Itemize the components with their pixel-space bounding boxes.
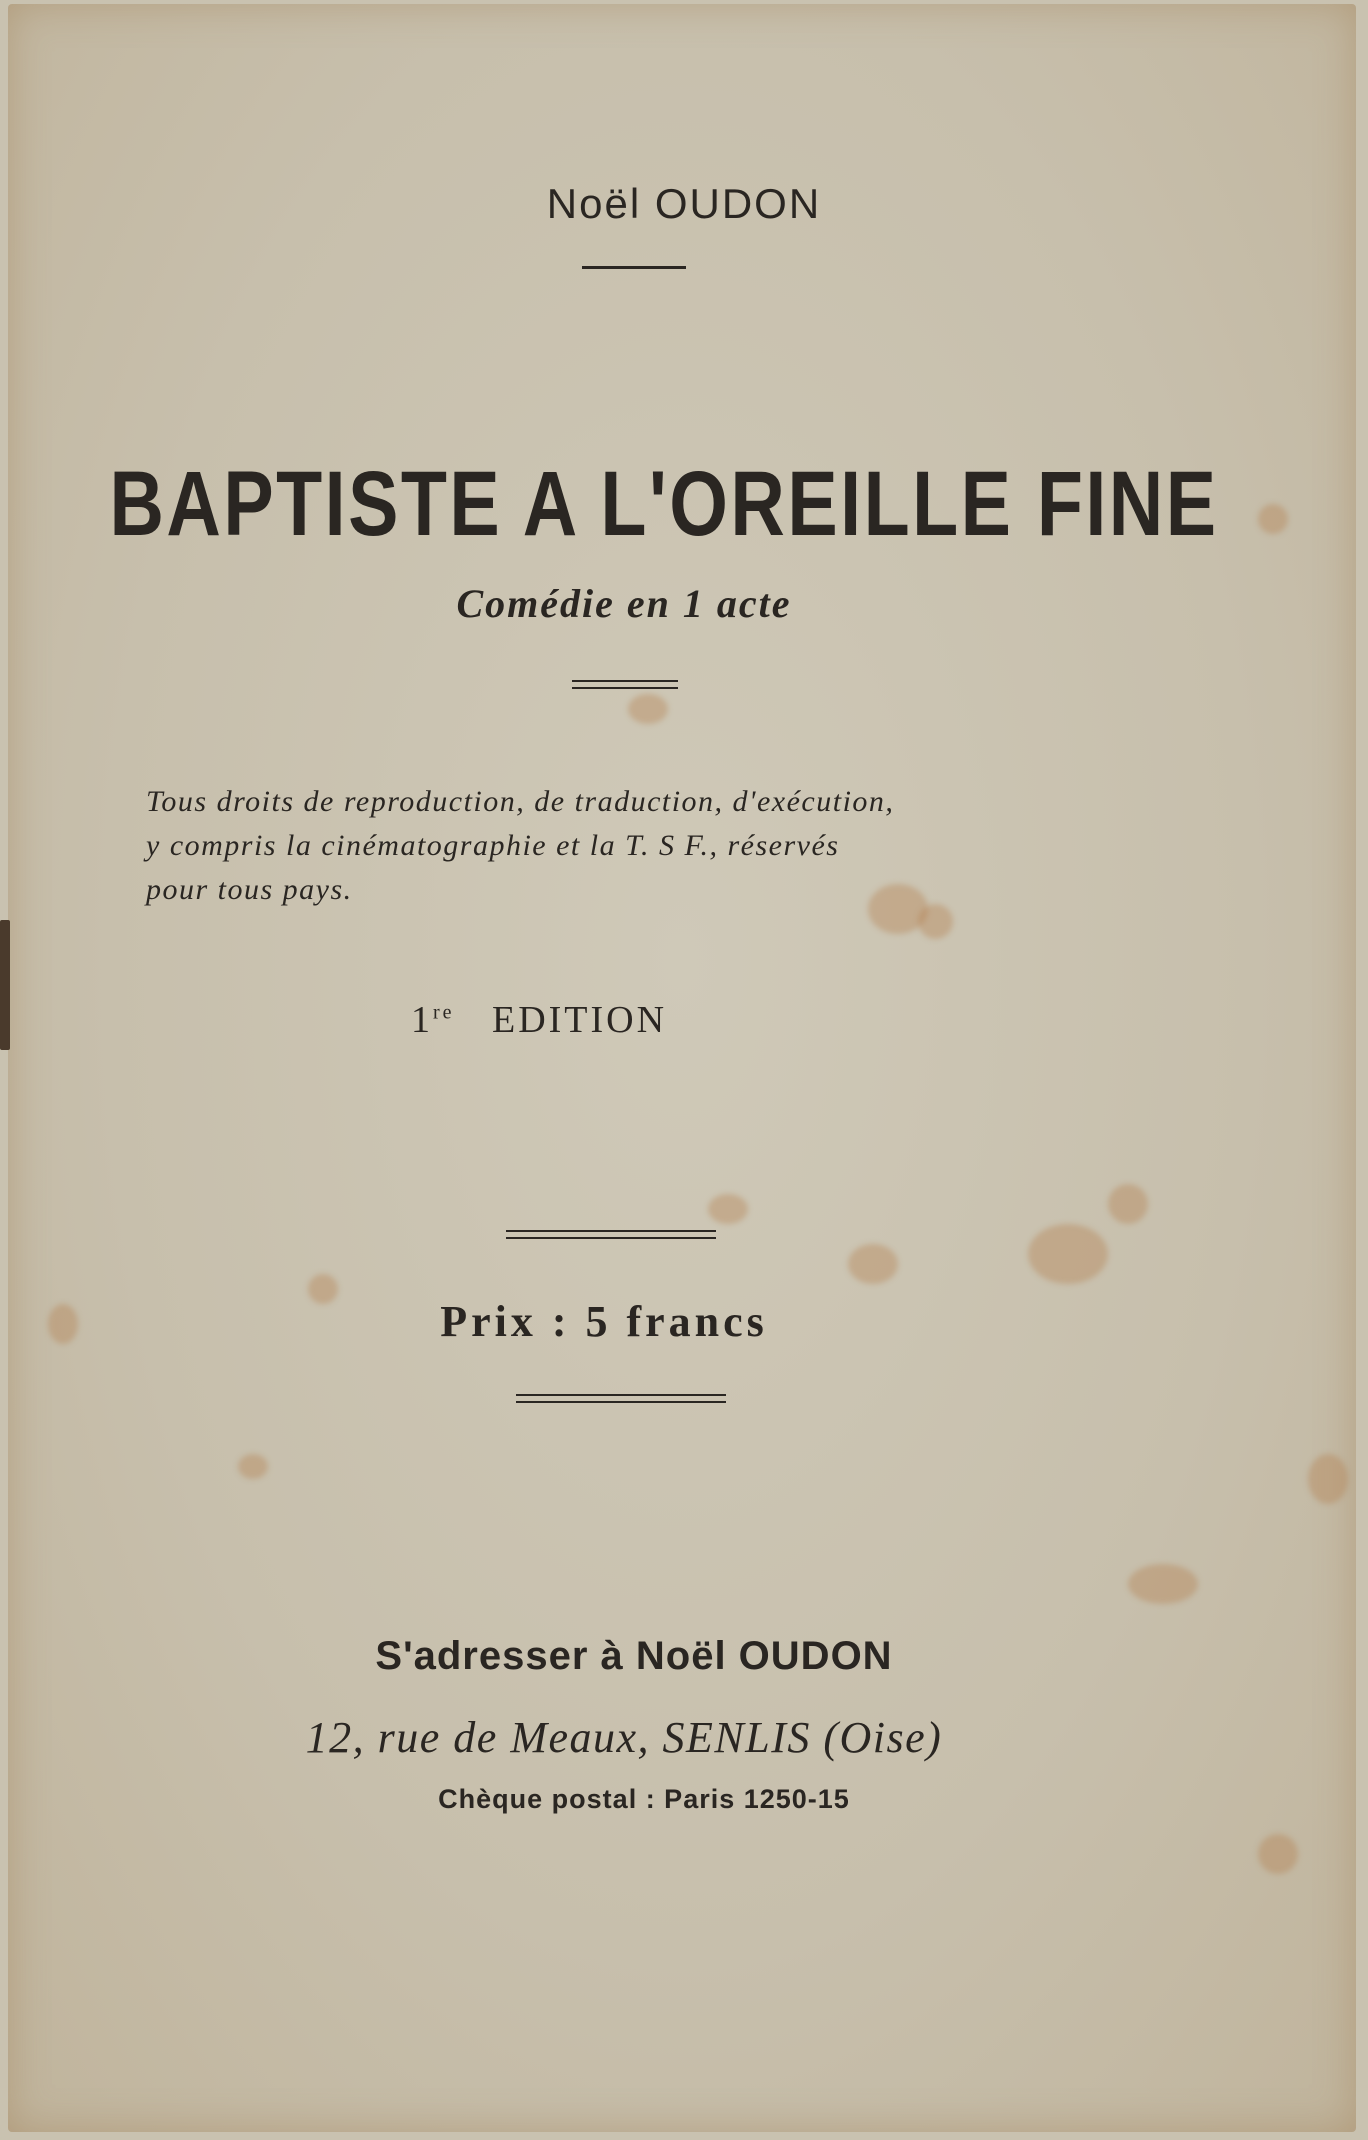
foxing-stain [1258,1834,1298,1874]
rights-notice [146,780,1106,912]
address-line: 12, rue de Meaux, SENLIS (Oise) [305,1713,943,1762]
author-name: Noël OUDON [546,180,822,227]
edition-label [0,998,1223,1042]
rights-line-3: pour tous pays. [146,873,353,906]
foxing-stain [628,694,668,724]
edition-number: 1 [410,999,433,1041]
foxing-stain [1128,1564,1198,1604]
edition-suffix: re [432,1001,455,1024]
foxing-stain [1108,1184,1148,1224]
rights-line-1: Tous droits de reproduction, de traduction, d'exécution, [146,785,895,818]
book-title: BAPTISTE A L'OREILLE FINE [109,453,1219,555]
divider-double-rule [506,1230,716,1239]
foxing-stain [1028,1224,1108,1284]
rights-line-2: y compris la cinématographie et la T. S F., réservés [146,829,840,862]
cheque-postal-line: Chèque postal : Paris 1250-15 [438,1784,850,1814]
foxing-stain [848,1244,898,1284]
foxing-stain [238,1454,268,1479]
divider-double-rule [572,680,678,689]
foxing-stain [1258,504,1288,534]
price-label: Prix : 5 francs [440,1297,768,1346]
foxing-stain [1308,1454,1348,1504]
divider-double-rule [516,1394,726,1403]
contact-line: S'adresser à Noël OUDON [375,1634,893,1678]
edition-word: EDITION [491,999,668,1041]
divider-rule [582,266,686,269]
foxing-stain [708,1194,748,1224]
book-subtitle: Comédie en 1 acte [456,581,792,626]
